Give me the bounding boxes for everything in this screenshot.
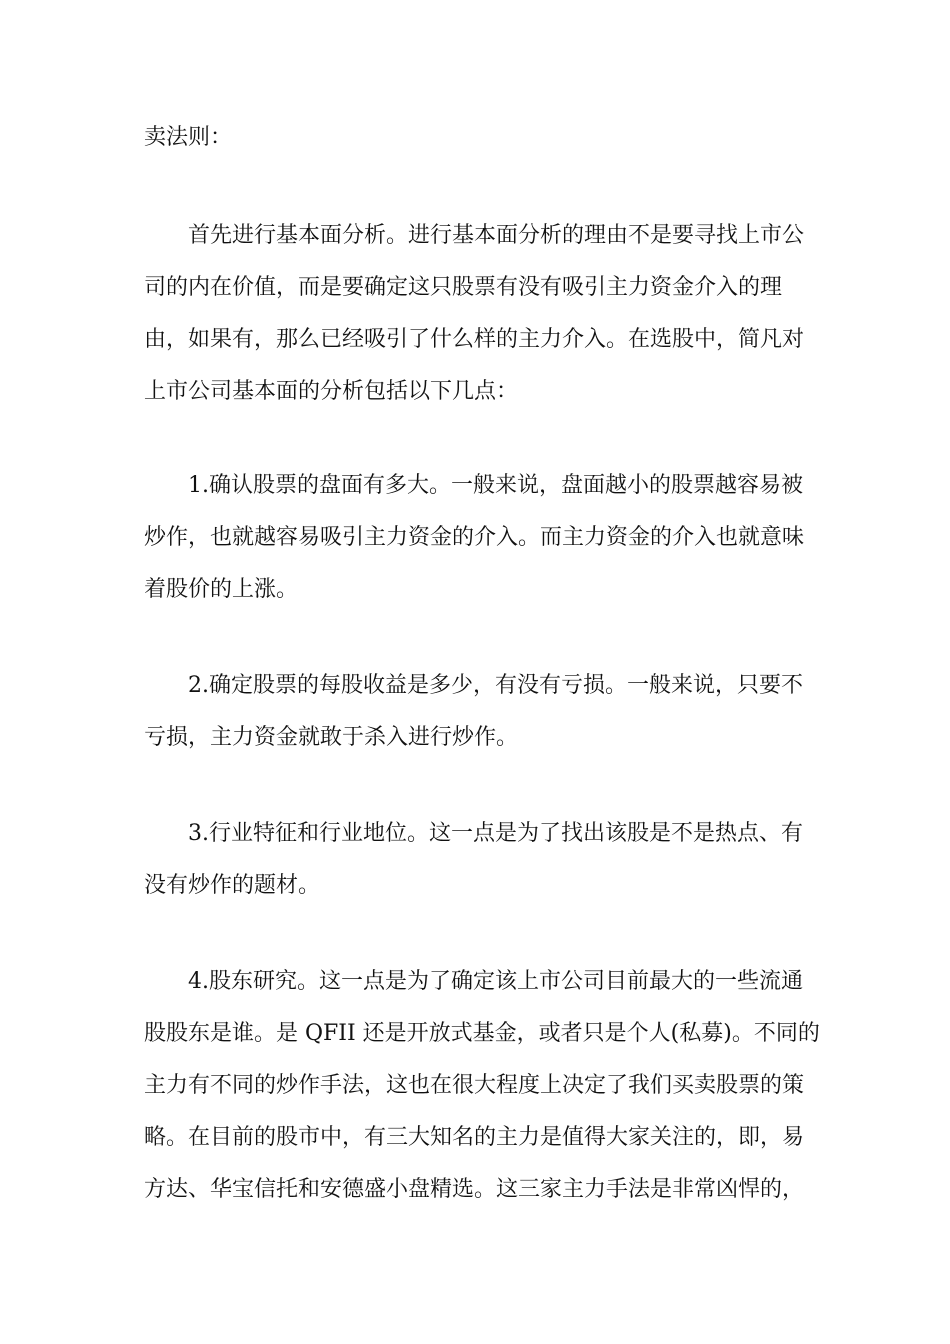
paragraph-line: 股股东是谁。是 QFII 还是开放式基金，或者只是个人(私募)。不同的 <box>144 1021 820 1046</box>
paragraph-line: 方达、华宝信托和安德盛小盘精选。这三家主力手法是非常凶悍的， <box>144 1177 805 1202</box>
paragraph-line: 2.确定股票的每股收益是多少，有没有亏损。一般来说，只要不 <box>188 673 803 698</box>
paragraph-line: 司的内在价值，而是要确定这只股票有没有吸引主力资金介入的理 <box>144 275 783 300</box>
paragraph-line: 着股价的上涨。 <box>144 577 299 602</box>
paragraph-point-1 <box>144 460 814 616</box>
section-heading <box>144 112 814 164</box>
paragraph-line: 3.行业特征和行业地位。这一点是为了找出该股是不是热点、有 <box>188 821 803 846</box>
paragraph-line: 炒作，也就越容易吸引主力资金的介入。而主力资金的介入也就意味 <box>144 525 805 550</box>
paragraph-point-2 <box>144 660 814 764</box>
paragraph-point-3 <box>144 808 814 912</box>
paragraph-line: 1.确认股票的盘面有多大。一般来说，盘面越小的股票越容易被 <box>188 473 803 498</box>
heading-line: 卖法则： <box>144 125 233 150</box>
paragraph-line: 由，如果有，那么已经吸引了什么样的主力介入。在选股中，简凡对 <box>144 327 805 352</box>
paragraph-line: 没有炒作的题材。 <box>144 873 321 898</box>
paragraph-line: 略。在目前的股市中，有三大知名的主力是值得大家关注的，即，易 <box>144 1125 805 1150</box>
paragraph-line: 4.股东研究。这一点是为了确定该上市公司目前最大的一些流通 <box>188 969 803 994</box>
paragraph-line: 主力有不同的炒作手法，这也在很大程度上决定了我们买卖股票的策 <box>144 1073 805 1098</box>
paragraph-line: 上市公司基本面的分析包括以下几点： <box>144 379 519 404</box>
paragraph-line: 亏损，主力资金就敢于杀入进行炒作。 <box>144 725 519 750</box>
paragraph-point-4 <box>144 956 820 1216</box>
paragraph-intro <box>144 210 814 418</box>
paragraph-line: 首先进行基本面分析。进行基本面分析的理由不是要寻找上市公 <box>188 223 805 248</box>
